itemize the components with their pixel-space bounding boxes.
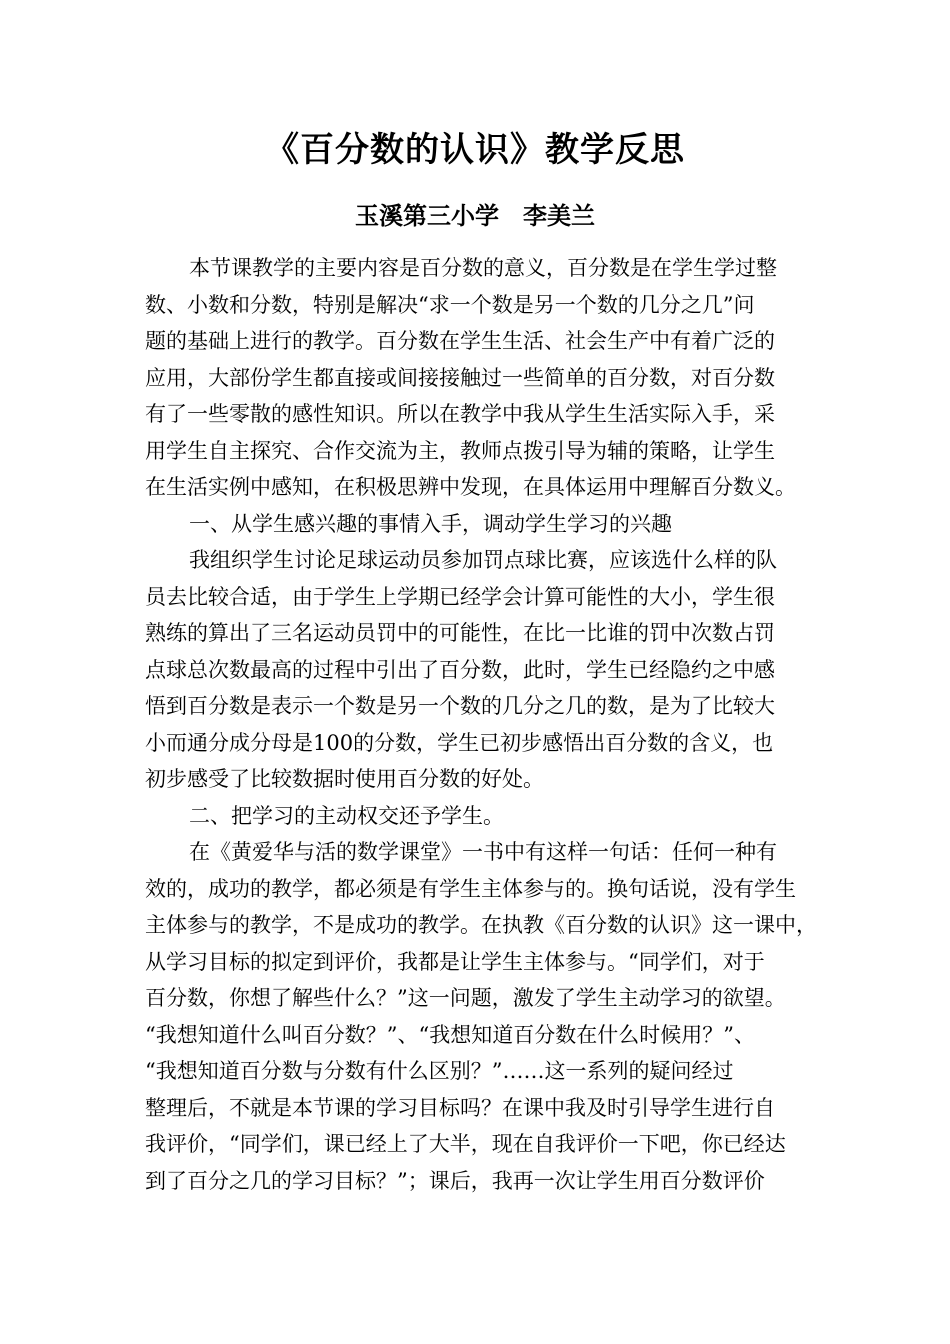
document-body — [145, 250, 817, 1199]
body-line: “我想知道什么叫百分数？”、“我想知道百分数在什么时候用？”、 — [145, 1022, 755, 1047]
body-line: 数、小数和分数，特别是解决“求一个数是另一个数的几分之几”问 — [145, 292, 755, 317]
body-line: 小而通分成分母是100的分数，学生已初步感悟出百分数的含义，也 — [145, 730, 774, 755]
body-line: 熟练的算出了三名运动员罚中的可能性，在比一比谁的罚中次数占罚 — [145, 621, 775, 645]
body-line: 本节课教学的主要内容是百分数的意义，百分数是在学生学过整 — [189, 256, 777, 280]
body-line: 主体参与的教学，不是成功的教学。在执教《百分数的认识》这一课中， — [145, 913, 817, 937]
body-line: 效的，成功的教学，都必须是有学生主体参与的。换句话说，没有学生 — [145, 876, 796, 901]
body-line: 到了百分之几的学习目标？”；课后，我再一次让学生用百分数评价 — [145, 1168, 765, 1193]
document-byline: 玉溪第三小学 李美兰 — [355, 202, 595, 230]
body-line: 在生活实例中感知，在积极思辨中发现，在具体运用中理解百分数义。 — [145, 475, 796, 499]
body-line: 我组织学生讨论足球运动员参加罚点球比赛，应该选什么样的队 — [189, 548, 777, 572]
body-line: 有了一些零散的感性知识。所以在教学中我从学生生活实际入手，采 — [145, 402, 775, 426]
body-line: 一、从学生感兴趣的事情入手，调动学生学习的兴趣 — [189, 511, 672, 536]
body-line: 用学生自主探究、合作交流为主，教师点拨引导为辅的策略，让学生 — [145, 438, 775, 463]
body-line: “我想知道百分数与分数有什么区别？”……这一系列的疑问经过 — [145, 1059, 734, 1083]
body-line: 我评价，“同学们，课已经上了大半，现在自我评价一下吧，你已经达 — [145, 1132, 786, 1156]
body-line: 从学习目标的拟定到评价，我都是让学生主体参与。“同学们，对于 — [145, 949, 765, 974]
body-line: 百分数，你想了解些什么？”这一问题，激发了学生主动学习的欲望。 — [145, 986, 786, 1010]
body-line: 初步感受了比较数据时使用百分数的好处。 — [145, 767, 544, 791]
body-line: 二、把学习的主动权交还予学生。 — [189, 803, 504, 828]
body-line: 点球总次数最高的过程中引出了百分数，此时，学生已经隐约之中感 — [145, 657, 775, 682]
body-line: 悟到百分数是表示一个数是另一个数的几分之几的数，是为了比较大 — [145, 694, 775, 718]
body-line: 员去比较合适，由于学生上学期已经学会计算可能性的大小，学生很 — [145, 584, 775, 609]
body-line: 题的基础上进行的教学。百分数在学生生活、社会生产中有着广泛的 — [145, 329, 775, 353]
body-line: 整理后，不就是本节课的学习目标吗？在课中我及时引导学生进行自 — [145, 1095, 775, 1120]
body-line: 应用，大部份学生都直接或间接接触过一些简单的百分数，对百分数 — [145, 365, 775, 390]
body-line: 在《黄爱华与活的数学课堂》一书中有这样一句话：任何一种有 — [189, 840, 777, 864]
document-title: 《百分数的认识》教学反思 — [265, 130, 685, 170]
